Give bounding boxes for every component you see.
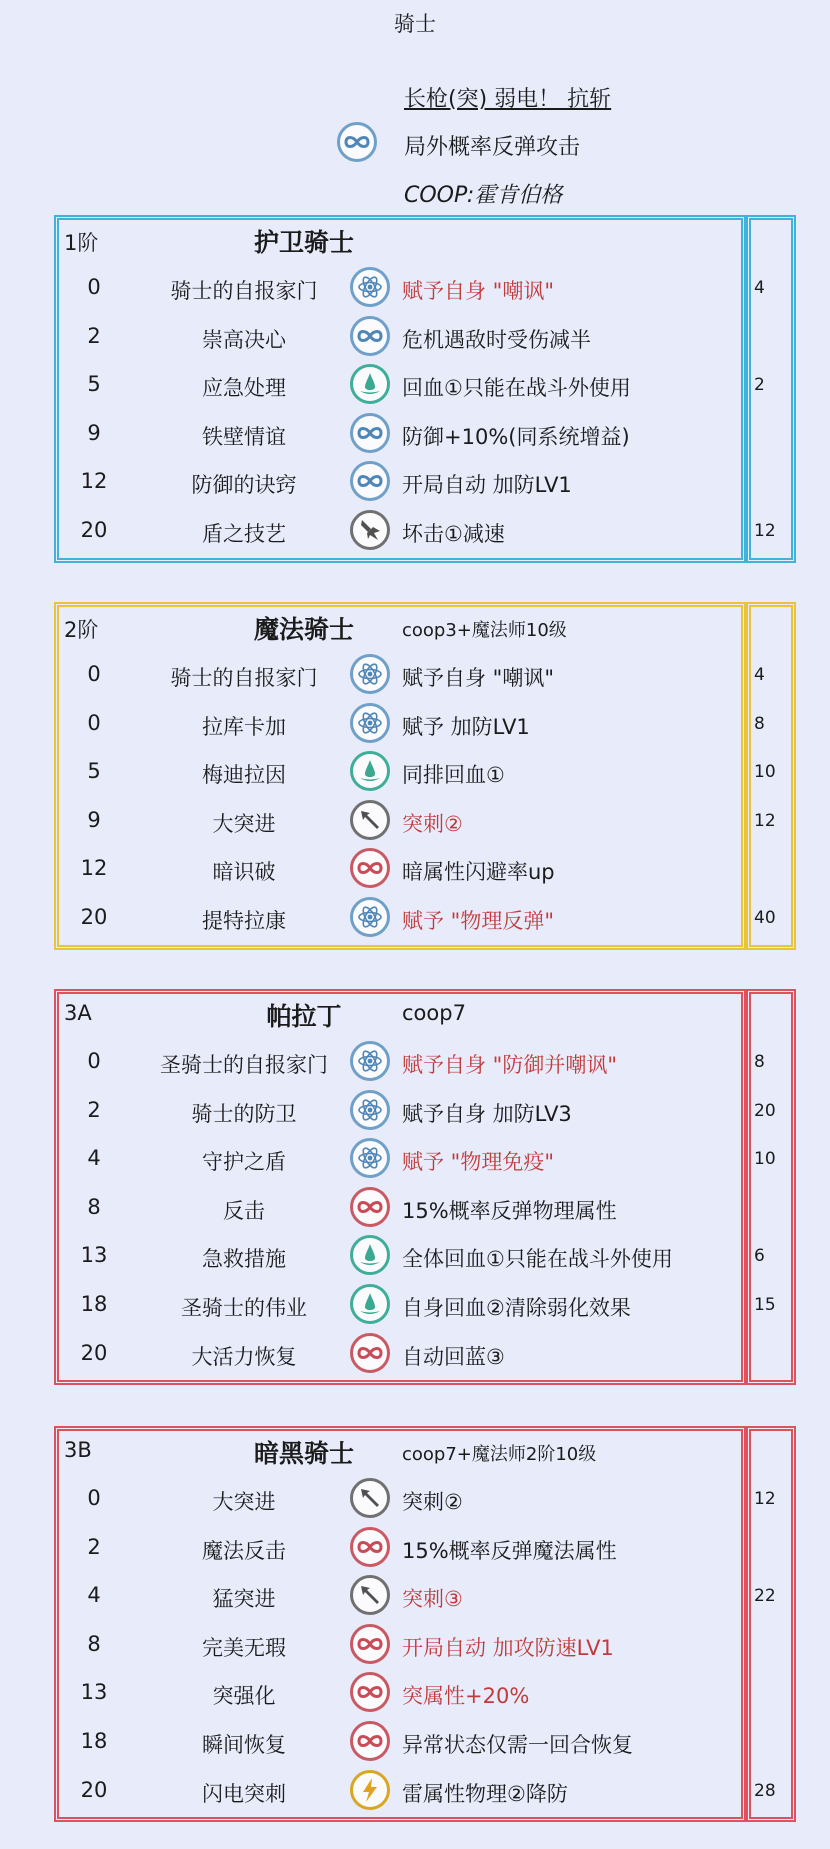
intro-weapon-line: 长枪(突) 弱电！ 抗斩 xyxy=(404,87,612,112)
skill-description: 防御+10%(同系统增益) xyxy=(402,424,630,449)
infinity-icon xyxy=(350,1187,390,1227)
skill-level: 2 xyxy=(87,323,101,348)
skill-name: 崇高决心 xyxy=(202,327,286,352)
skill-level: 13 xyxy=(80,1243,108,1268)
skill-level: 20 xyxy=(80,518,108,542)
skill-row xyxy=(54,1329,796,1377)
skill-name: 闪电突刺 xyxy=(202,1781,286,1806)
skill-level: 2 xyxy=(87,1097,101,1122)
skill-level: 9 xyxy=(87,420,101,445)
atom-icon xyxy=(350,1041,390,1081)
class-section-1 xyxy=(54,602,796,950)
class-name: 帕拉丁 xyxy=(266,1002,342,1031)
healing-drop-icon xyxy=(350,1284,390,1324)
skill-cost: 2 xyxy=(754,375,765,396)
skill-level: 20 xyxy=(80,1340,108,1365)
skill-cost: 40 xyxy=(754,908,776,928)
skill-level: 5 xyxy=(87,759,101,784)
atom-icon xyxy=(350,267,390,307)
requirement: coop7 xyxy=(402,1001,466,1025)
skill-row xyxy=(54,650,796,698)
section-header xyxy=(54,1426,746,1474)
skill-name: 大突进 xyxy=(212,811,276,836)
skill-level: 13 xyxy=(80,1680,108,1705)
skill-row xyxy=(54,506,796,554)
skill-row xyxy=(54,1571,796,1619)
skill-row xyxy=(54,1037,796,1085)
atom-icon xyxy=(350,1090,390,1130)
skill-description: 赋予 "物理免疫" xyxy=(402,1150,554,1175)
skill-name: 提特拉康 xyxy=(202,909,286,933)
skill-name: 盾之技艺 xyxy=(202,522,286,546)
skill-name: 暗识破 xyxy=(212,860,276,885)
skill-cost: 4 xyxy=(754,278,765,298)
tier-label: 3B xyxy=(64,1438,92,1462)
skill-level: 5 xyxy=(87,372,101,397)
section-header xyxy=(54,989,746,1037)
infinity-icon xyxy=(350,1624,390,1664)
infinity-icon xyxy=(350,1721,390,1761)
skill-cost: 4 xyxy=(754,665,765,685)
skill-level: 8 xyxy=(87,1194,101,1219)
skill-description: 突刺② xyxy=(402,811,463,836)
atom-icon xyxy=(350,654,390,694)
intro-icon xyxy=(337,122,377,162)
skill-name: 骑士的防卫 xyxy=(191,1101,297,1126)
skill-description: 自动回蓝③ xyxy=(402,1344,505,1369)
atom-icon xyxy=(350,1138,390,1178)
spear-thrust-icon xyxy=(350,1478,390,1518)
skill-cost: 12 xyxy=(754,810,776,831)
atom-icon xyxy=(350,703,390,743)
class-name: 魔法骑士 xyxy=(253,615,354,644)
skill-level: 0 xyxy=(87,275,101,299)
skill-level: 9 xyxy=(87,807,101,832)
intro-coop-line: COOP:霍肯伯格 xyxy=(404,183,563,208)
skill-name: 急救措施 xyxy=(202,1247,286,1272)
skill-level: 20 xyxy=(80,905,108,929)
class-name: 暗黑骑士 xyxy=(253,1439,354,1468)
skill-row xyxy=(54,1717,796,1765)
skill-description: 同排回血① xyxy=(402,763,505,788)
skill-cost: 6 xyxy=(754,1246,765,1267)
skill-row xyxy=(54,1620,796,1668)
infinity-icon xyxy=(350,413,390,453)
section-header xyxy=(54,215,746,263)
skill-name: 梅迪拉因 xyxy=(202,763,286,788)
skill-name: 突强化 xyxy=(212,1684,276,1709)
skill-description: 赋予自身 "防御并嘲讽" xyxy=(402,1053,617,1077)
skill-level: 12 xyxy=(80,856,108,881)
skill-level: 12 xyxy=(80,469,108,494)
skill-description: 全体回血①只能在战斗外使用 xyxy=(402,1247,673,1272)
skill-name: 大活力恢复 xyxy=(191,1344,297,1369)
healing-drop-icon xyxy=(350,751,390,791)
requirement: coop3+魔法师10级 xyxy=(402,620,567,641)
skill-level: 18 xyxy=(80,1729,108,1753)
skill-name: 魔法反击 xyxy=(202,1538,286,1563)
skill-row xyxy=(54,893,796,941)
skill-name: 反击 xyxy=(223,1198,265,1223)
tier-label: 2阶 xyxy=(64,618,99,642)
section-header xyxy=(54,602,746,650)
skill-row xyxy=(54,263,796,311)
skill-name: 守护之盾 xyxy=(202,1150,286,1175)
skill-row xyxy=(54,796,796,844)
skill-description: 雷属性物理②降防 xyxy=(402,1781,568,1806)
skill-name: 完美无瑕 xyxy=(202,1635,286,1660)
intro-passive-line: 局外概率反弹攻击 xyxy=(404,135,581,160)
skill-level: 4 xyxy=(87,1146,101,1171)
skill-row xyxy=(54,1668,796,1716)
skill-row xyxy=(54,1183,796,1231)
skill-level: 4 xyxy=(87,1583,101,1608)
infinity-icon xyxy=(350,1333,390,1373)
skill-description: 异常状态仅需一回合恢复 xyxy=(402,1733,633,1757)
skill-cost: 15 xyxy=(754,1295,776,1315)
spear-thrust-icon xyxy=(350,800,390,840)
skill-row xyxy=(54,1086,796,1134)
skill-name: 圣骑士的伟业 xyxy=(181,1296,307,1320)
skill-row xyxy=(54,844,796,892)
skill-level: 0 xyxy=(87,710,101,735)
skill-cost: 8 xyxy=(754,713,765,734)
skill-description: 赋予自身 "嘲讽" xyxy=(402,279,554,303)
skill-description: 赋予自身 "嘲讽" xyxy=(402,666,554,690)
class-name: 护卫骑士 xyxy=(253,228,354,257)
skill-description: 自身回血②清除弱化效果 xyxy=(402,1296,631,1320)
skill-row xyxy=(54,1231,796,1279)
skill-row xyxy=(54,747,796,795)
infinity-icon xyxy=(350,461,390,501)
skill-name: 防御的诀窍 xyxy=(191,473,297,498)
skill-name: 应急处理 xyxy=(202,376,286,401)
skill-description: 坏击①减速 xyxy=(402,522,505,546)
atom-icon xyxy=(350,897,390,937)
skill-level: 18 xyxy=(80,1292,108,1316)
skill-description: 15%概率反弹魔法属性 xyxy=(402,1538,617,1563)
healing-drop-icon xyxy=(350,364,390,404)
skill-description: 突刺② xyxy=(402,1490,463,1514)
skill-level: 0 xyxy=(87,1486,101,1510)
strike-icon xyxy=(350,510,390,550)
infinity-icon xyxy=(337,122,377,162)
skill-cost: 8 xyxy=(754,1052,765,1072)
requirement: coop7+魔法师2阶10级 xyxy=(402,1444,597,1465)
skill-description: 赋予自身 加防LV3 xyxy=(402,1101,572,1126)
skill-name: 猛突进 xyxy=(212,1587,276,1612)
skill-row xyxy=(54,1134,796,1182)
skill-description: 15%概率反弹物理属性 xyxy=(402,1198,617,1223)
skill-row xyxy=(54,1280,796,1328)
skill-name: 拉库卡加 xyxy=(202,714,286,739)
skill-cost: 22 xyxy=(754,1586,776,1607)
infinity-icon xyxy=(350,316,390,356)
skill-row xyxy=(54,1523,796,1571)
skill-cost: 28 xyxy=(754,1780,776,1801)
page-title: 骑士 xyxy=(394,12,436,36)
skill-row xyxy=(54,457,796,505)
lightning-icon xyxy=(350,1770,390,1810)
skill-row xyxy=(54,409,796,457)
skill-name: 骑士的自报家门 xyxy=(170,666,318,690)
skill-level: 8 xyxy=(87,1631,101,1656)
skill-row xyxy=(54,312,796,360)
skill-name: 骑士的自报家门 xyxy=(170,279,318,303)
healing-drop-icon xyxy=(350,1235,390,1275)
skill-row xyxy=(54,1474,796,1522)
tier-label: 3A xyxy=(64,1001,92,1025)
skill-description: 突属性+20% xyxy=(402,1684,530,1709)
skill-cost: 20 xyxy=(754,1100,776,1121)
skill-level: 0 xyxy=(87,662,101,686)
skill-description: 危机遇敌时受伤减半 xyxy=(402,327,591,352)
infinity-icon xyxy=(350,848,390,888)
tier-label: 1阶 xyxy=(64,231,99,255)
skill-description: 开局自动 加攻防速LV1 xyxy=(402,1635,614,1660)
skill-name: 大突进 xyxy=(212,1490,276,1514)
skill-row xyxy=(54,699,796,747)
class-section-0 xyxy=(54,215,796,563)
infinity-icon xyxy=(350,1527,390,1567)
skill-description: 开局自动 加防LV1 xyxy=(402,473,572,498)
skill-description: 赋予 "物理反弹" xyxy=(402,909,554,933)
skill-name: 铁壁情谊 xyxy=(202,424,286,449)
skill-name: 圣骑士的自报家门 xyxy=(160,1053,328,1077)
skill-cost: 10 xyxy=(754,1149,776,1170)
skill-row xyxy=(54,360,796,408)
skill-description: 赋予 加防LV1 xyxy=(402,714,530,739)
skill-cost: 10 xyxy=(754,762,776,783)
infinity-icon xyxy=(350,1672,390,1712)
skill-level: 2 xyxy=(87,1534,101,1559)
skill-level: 20 xyxy=(80,1777,108,1802)
skill-cost: 12 xyxy=(754,521,776,541)
class-section-2 xyxy=(54,989,796,1385)
spear-thrust-icon xyxy=(350,1575,390,1615)
skill-description: 暗属性闪避率up xyxy=(402,860,555,885)
skill-row xyxy=(54,1766,796,1814)
skill-level: 0 xyxy=(87,1049,101,1073)
skill-cost: 12 xyxy=(754,1489,776,1509)
class-section-3 xyxy=(54,1426,796,1822)
skill-description: 回血①只能在战斗外使用 xyxy=(402,376,631,401)
skill-name: 瞬间恢复 xyxy=(202,1733,286,1757)
skill-description: 突刺③ xyxy=(402,1587,463,1612)
